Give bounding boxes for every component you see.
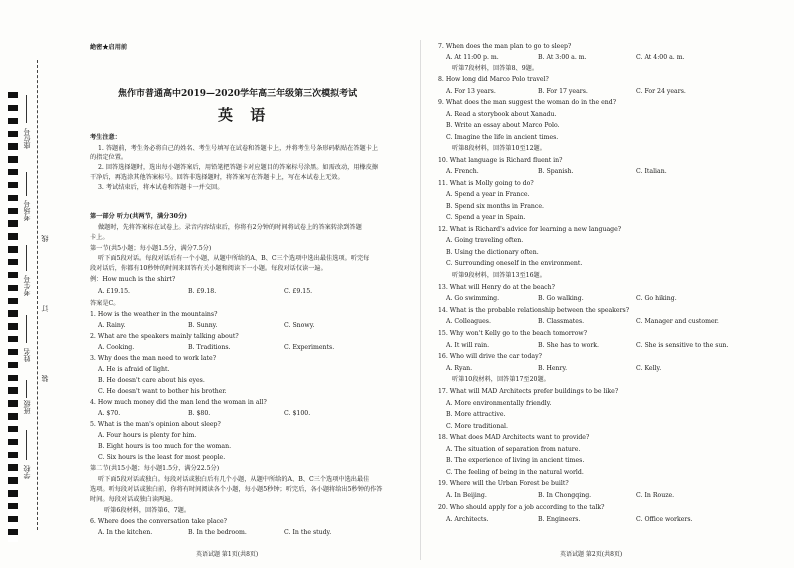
- option: B. £9.18.: [188, 288, 217, 295]
- option: A. French.: [446, 168, 479, 175]
- option: B. Henry.: [538, 365, 568, 372]
- question: 8. How long did Marco Polo travel?: [438, 76, 549, 83]
- page-divider: [420, 40, 421, 560]
- barcode-strip: [8, 92, 18, 542]
- binding-mark-bind: 装: [41, 375, 49, 382]
- option: A. Four hours is plenty for him.: [98, 432, 197, 439]
- option: A. Read a storybook about Xanadu.: [446, 111, 557, 118]
- option: B. Write an essay about Marco Polo.: [446, 122, 560, 129]
- option: C. Kelly.: [636, 365, 662, 372]
- section1-intro: 听下面5段对话。每段对话后有一个小题，从题中所给的A、B、C三个选项中选出最佳选项。听完每: [98, 255, 370, 262]
- margin-label-student-no: 考生号: [23, 275, 31, 296]
- option: B. Using the dictionary often.: [446, 249, 539, 256]
- confidential-label: 絶密★启用前: [90, 44, 128, 51]
- option: B. Sunny.: [188, 322, 218, 329]
- option: C. Italian.: [636, 168, 667, 175]
- part1-intro: 卡上。: [90, 234, 109, 241]
- option: B. Spanish.: [538, 168, 574, 175]
- option: B. For 17 years.: [538, 88, 588, 95]
- option: C. Surrounding oneself in the environment.: [446, 260, 583, 267]
- question: 10. What language is Richard fluent in?: [438, 157, 563, 164]
- option: A. Going traveling often.: [446, 237, 524, 244]
- option: C. £9.15.: [284, 288, 313, 295]
- option: C. Manager and customer.: [636, 318, 719, 325]
- option: B. More attractive.: [446, 411, 506, 418]
- question: 5. What is the man's opinion about sleep?: [90, 421, 221, 428]
- option: A. It will rain.: [446, 342, 490, 349]
- note-line: 3. 考试结束后，将本试卷和答题卡一并交回。: [98, 184, 224, 191]
- question: 13. What will Henry do at the beach?: [438, 284, 555, 291]
- part1-title: 第一部分 听力(共两节，满分30分): [90, 213, 188, 220]
- question: 16. Who will drive the car today?: [438, 353, 542, 360]
- note-line: 干净后，再选涂其他答案标号。回答非选择题时，将答案写在答题卡上，写在本试卷上无效。: [90, 174, 344, 181]
- option: B. He doesn't care about his eyes.: [98, 377, 205, 384]
- question: 18. What does MAD Architects want to provide?: [438, 434, 590, 441]
- material-note: 听第8段材料，回答第10至12题。: [452, 145, 546, 152]
- option: A. Ryan.: [446, 365, 473, 372]
- option: C. Imagine the life in ancient times.: [446, 134, 559, 141]
- question: 17. What will MAD Architects prefer buildings to be like?: [438, 388, 619, 395]
- option: A. Colleagues.: [446, 318, 491, 325]
- note-line: 1. 答题前，考生务必将自己的姓名、考生号填写在试卷和答题卡上，并将考生号条形码粘贴在答题卡上: [98, 145, 379, 152]
- section1-intro: 段对话后，你都有10秒钟的时间来回答有关小题和阅读下一小题。每段对话仅读一遍。: [90, 265, 327, 272]
- option: A. He is afraid of light.: [98, 366, 170, 373]
- option: C. In the study.: [284, 529, 332, 536]
- option: C. Snowy.: [284, 322, 315, 329]
- option: A. At 11:00 p. m.: [446, 54, 499, 61]
- option: B. Go walking.: [538, 295, 584, 302]
- exam-title: 焦作市普通高中2019—2020学年高三年级第三次模拟考试: [118, 89, 358, 99]
- option: A. Architects.: [446, 516, 489, 523]
- example-answer: 答案是C。: [90, 300, 120, 307]
- question: 20. Who should apply for a job according to the talk?: [438, 504, 605, 511]
- option: B. In Chongqing.: [538, 492, 592, 499]
- option: C. He doesn't want to bother his brother.: [98, 388, 227, 395]
- option: A. For 13 years.: [446, 88, 496, 95]
- question: 1. How is the weather in the mountains?: [90, 311, 218, 318]
- subject-title: 英 语: [218, 106, 272, 124]
- option: B. In the bedroom.: [188, 529, 247, 536]
- option: C. The feeling of being in the natural world.: [446, 469, 584, 476]
- option: A. In Beijing.: [446, 492, 487, 499]
- option: B. The experience of living in ancient times.: [446, 457, 585, 464]
- footer-left: 英语试题 第1页(共8页): [196, 551, 259, 558]
- option: B. Traditions.: [188, 344, 231, 351]
- question: 14. What is the probable relationship between the speakers?: [438, 307, 630, 314]
- option: A. Go swimming.: [446, 295, 500, 302]
- option: A. £19.15.: [98, 288, 131, 295]
- option: A. $70.: [98, 410, 121, 417]
- option: A. Spend a year in France.: [446, 191, 530, 198]
- option: C. Office workers.: [636, 516, 693, 523]
- margin-label-class: 班级: [23, 400, 31, 414]
- section2-intro: 时间。每段对话或独白读两遍。: [90, 496, 177, 503]
- binding-mark-line: 线: [41, 235, 49, 242]
- note-line: 的指定位置。: [90, 154, 128, 161]
- question: 15. Why won't Kelly go to the beach tomorrow?: [438, 330, 588, 337]
- material-note: 听第7段材料，回答第8、9题。: [452, 65, 539, 72]
- binding-mark-staple: 订: [41, 305, 49, 312]
- margin-label-name: 姓名: [23, 348, 31, 362]
- example-question: 例：How much is the shirt?: [90, 276, 176, 283]
- option: C. For 24 years.: [636, 88, 686, 95]
- option: A. In the kitchen.: [98, 529, 153, 536]
- note-line: 2. 回答选择题时，选出每小题答案后，用铅笔把答题卡对应题目的答案标号涂黑。如需改动，用橡皮擦: [98, 164, 379, 171]
- option: C. In Rouze.: [636, 492, 675, 499]
- section2-intro: 听下面5段对话或独白。每段对话或独白后有几个小题，从题中所给的A、B、C三个选项中选出最佳: [98, 476, 370, 483]
- option: B. Classmates.: [538, 318, 585, 325]
- option: A. More environmentally friendly.: [446, 400, 552, 407]
- option: C. She is sensitive to the sun.: [636, 342, 729, 349]
- material-note: 听第10段材料，回答第17至20题。: [452, 376, 550, 383]
- question: 11. What is Molly going to do?: [438, 180, 534, 187]
- binding-cut-line: [37, 60, 38, 530]
- question: 12. What is Richard's advice for learning a new language?: [438, 226, 622, 233]
- section2-intro: 选项。听每段对话或独白前，你将有时间阅读各个小题，每小题5秒钟；听完后，各小题将给出5秒钟的作答: [90, 486, 383, 493]
- question: 2. What are the speakers mainly talking about?: [90, 333, 239, 340]
- margin-label-school: 学校: [23, 465, 31, 479]
- option: A. Cooking.: [98, 344, 135, 351]
- option: A. Rainy.: [98, 322, 126, 329]
- notes-header: 考生注意：: [90, 134, 121, 141]
- option: B. She has to work.: [538, 342, 600, 349]
- margin-label-seat: 座位号: [23, 128, 31, 149]
- material-note: 听第9段材料，回答第13至16题。: [452, 272, 546, 279]
- option: A. The situation of separation from nature.: [446, 446, 581, 453]
- question: 9. What does the man suggest the woman do in the end?: [438, 99, 617, 106]
- material-note: 听第6段材料，回答第6、7题。: [104, 507, 191, 514]
- option: C. At 4:00 a. m.: [636, 54, 685, 61]
- option: B. Spend six months in France.: [446, 203, 545, 210]
- option: C. Spend a year in Spain.: [446, 214, 526, 221]
- option: B. Eight hours is too much for the woman.: [98, 443, 232, 450]
- footer-right: 英语试题 第2页(共8页): [560, 551, 623, 558]
- option: C. Experiments.: [284, 344, 335, 351]
- option: B. Engineers.: [538, 516, 581, 523]
- option: C. $100.: [284, 410, 311, 417]
- question: 7. When does the man plan to go to sleep?: [438, 43, 572, 50]
- option: B. $80.: [188, 410, 211, 417]
- question: 6. Where does the conversation take place?: [90, 518, 227, 525]
- section2-title: 第二节(共15小题；每小题1.5分，满分22.5分): [90, 465, 220, 472]
- option: C. Go hiking.: [636, 295, 677, 302]
- option: C. Six hours is the least for most people.: [98, 454, 226, 461]
- margin-label-room: 考场号: [23, 200, 31, 221]
- part1-intro: 做题时，先将答案标在试卷上。录音内容结束后，你将有2分钟的时间将试卷上的答案转涂到答题: [98, 224, 362, 231]
- question: 19. Where will the Urban Forest be built?: [438, 480, 569, 487]
- section1-title: 第一节(共5小题；每小题1.5分，满分7.5分): [90, 245, 212, 252]
- question: 3. Why does the man need to work late?: [90, 355, 217, 362]
- question: 4. How much money did the man lend the woman in all?: [90, 399, 267, 406]
- option: C. More traditional.: [446, 423, 508, 430]
- option: B. At 3:00 a. m.: [538, 54, 587, 61]
